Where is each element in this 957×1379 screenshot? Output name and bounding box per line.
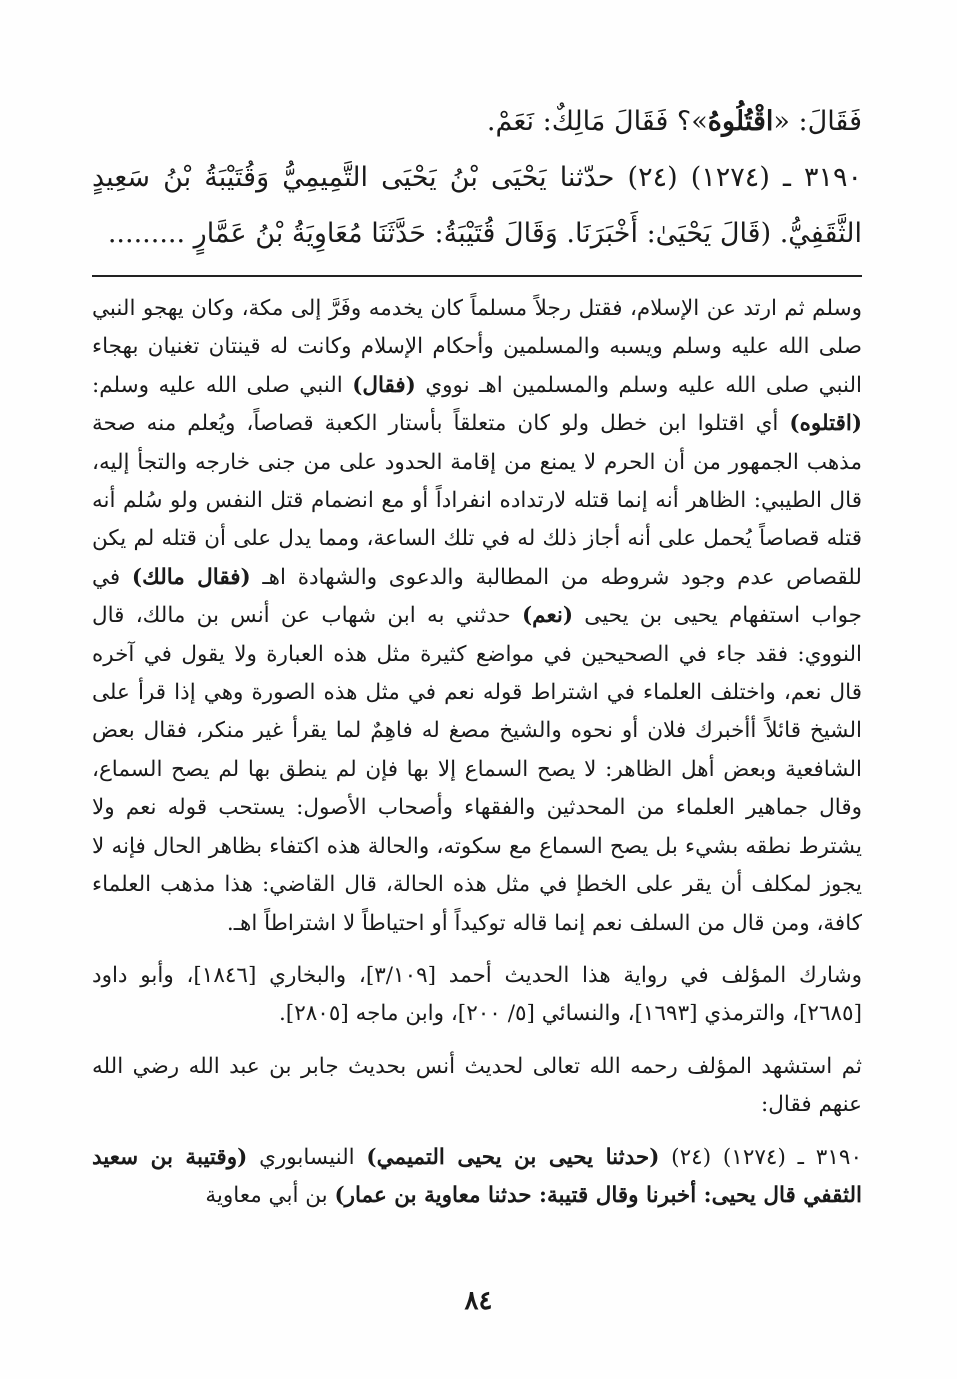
commentary-paragraph-1	[92, 290, 862, 943]
commentary-text: في جواب استفهام يحيى بن يحيى	[92, 564, 862, 629]
commentary-bold: (اقتلوه)	[789, 411, 862, 437]
hadith-text	[92, 94, 862, 262]
hadith-isnad: ٣١٩٠ ـ (١٢٧٤) (٢٤) حدّثنا يَحْيَى بْنُ يَحْيَى التَّمِيمِيُّ وَقُتَيْبَةُ بْنُ سَعِيدٍ الثَّقَفِيُّ. (قَالَ يَحْيَىٰ: أَخْبَرَنَا. وَقَالَ قُتَيْبَةُ: حَدَّثَنَا مُعَاوِيَةُ بْنُ عَمَّارٍ .........	[92, 162, 862, 249]
commentary-text: ٣١٩٠ ـ (١٢٧٤) (٢٤)	[659, 1144, 862, 1170]
commentary	[92, 290, 862, 1215]
hadith-text-span: فَقَالَ: «	[773, 106, 862, 137]
footnote-divider	[92, 275, 862, 277]
commentary-bold: (نعم)	[521, 603, 573, 629]
commentary-text: النبي صلى الله عليه وسلم:	[92, 372, 353, 398]
commentary-text: النيسابوري	[247, 1144, 367, 1170]
commentary-paragraph-4	[92, 1139, 862, 1216]
commentary-bold: (فقال)	[352, 372, 416, 398]
commentary-text: بن أبي معاوية	[205, 1182, 335, 1208]
commentary-text: وسلم ثم ارتد عن الإسلام، فقتل رجلاً مسلماً كان يخدمه وفَرَّ إلى مكة، وكان يهجو النبي صلى الله عليه وسلم ويسبه والمسلمين وأحكام الإسلام وكانت له قينتان تغنيان بهجاء النبي صلى الله عليه وسلم والمسلمين اهـ نووي	[92, 296, 862, 398]
hadith-line-1	[92, 94, 862, 150]
commentary-text: أي اقتلوا ابن خطل ولو كان متعلقاً بأستار الكعبة قصاصاً، ويُعلم منه صحة مذهب الجمهور من أن الحرم لا يمنع من إقامة الحدود على من جنى خارجه والتجأ إليه، قال الطيبي: الظاهر أنه إنما قتله لارتداده انفراداً أو مع انضمام قتل النفس ولو سُلم أنه قتله قصاصاً يُحمل على أنه أجاز ذلك له في تلك الساعة، ومما يدل على أن قتله لم يكن للقصاص عدم وجود شروطه من المطالبة والدعوى والشهادة اهـ	[92, 411, 862, 590]
commentary-text: حدثني به ابن شهاب عن أنس بن مالك، قال النووي: فقد جاء في الصحيحين في مواضع كثيرة مثل هذه العبارة ولا يقول في آخره قال نعم، واختلف العلماء في اشتراط قوله نعم في مثل هذه الصورة وهي إذا قرأ على الشيخ قائلاً أأخبرك فلان أو نحوه والشيخ مصغ له فاهِمٌ لما يقرأ غير منكر، فقال بعض الشافعية وبعض أهل الظاهر: لا يصح السماع إلا بها فإن لم ينطق بها لم يصح السماع، وقال جماهير العلماء من المحدثين والفقهاء وأصحاب الأصول: يستحب قوله نعم ولا يشترط نطقه بشيء بل يصح السماع مع سكوته، والحالة هذه اكتفاء بظاهر الحال فإنه لا يجوز لمكلف أن يقر على الخطإ في مثل هذه الحالة، قال القاضي: هذا مذهب العلماء كافة، ومن قال من السلف نعم إنما قاله توكيداً أو احتياطاً لا اشتراطاً اهـ.	[92, 603, 862, 936]
commentary-bold: (فقال مالك)	[131, 564, 251, 590]
commentary-bold: (وقتيبة بن سعيد الثقفي قال يحيى: أخبرنا وقال قتيبة: حدثنا معاوية بن عمار)	[92, 1144, 862, 1208]
hadith-text-span: »؟ فَقَالَ مَالِكٌ: نَعَمْ.	[486, 106, 708, 137]
commentary-paragraph-2: وشارك المؤلف في رواية هذا الحديث أحمد [٣/١٠٩]، والبخاري [١٨٤٦]، وأبو داود [٢٦٨٥]، والترمذي [١٦٩٣]، والنسائي [٥/ ٢٠٠]، وابن ماجه [٢٨٠٥].	[92, 962, 863, 1027]
hadith-bold-word: اقْتُلُوهُ	[707, 106, 774, 137]
commentary-paragraph-3: ثم استشهد المؤلف رحمه الله تعالى لحديث أنس بحديث جابر بن عبد الله رضي الله عنهم فقال:	[92, 1053, 862, 1118]
page-number: ٨٤	[464, 1286, 493, 1316]
commentary-bold: (حدثنا يحيى بن يحيى التميمي)	[366, 1144, 660, 1170]
